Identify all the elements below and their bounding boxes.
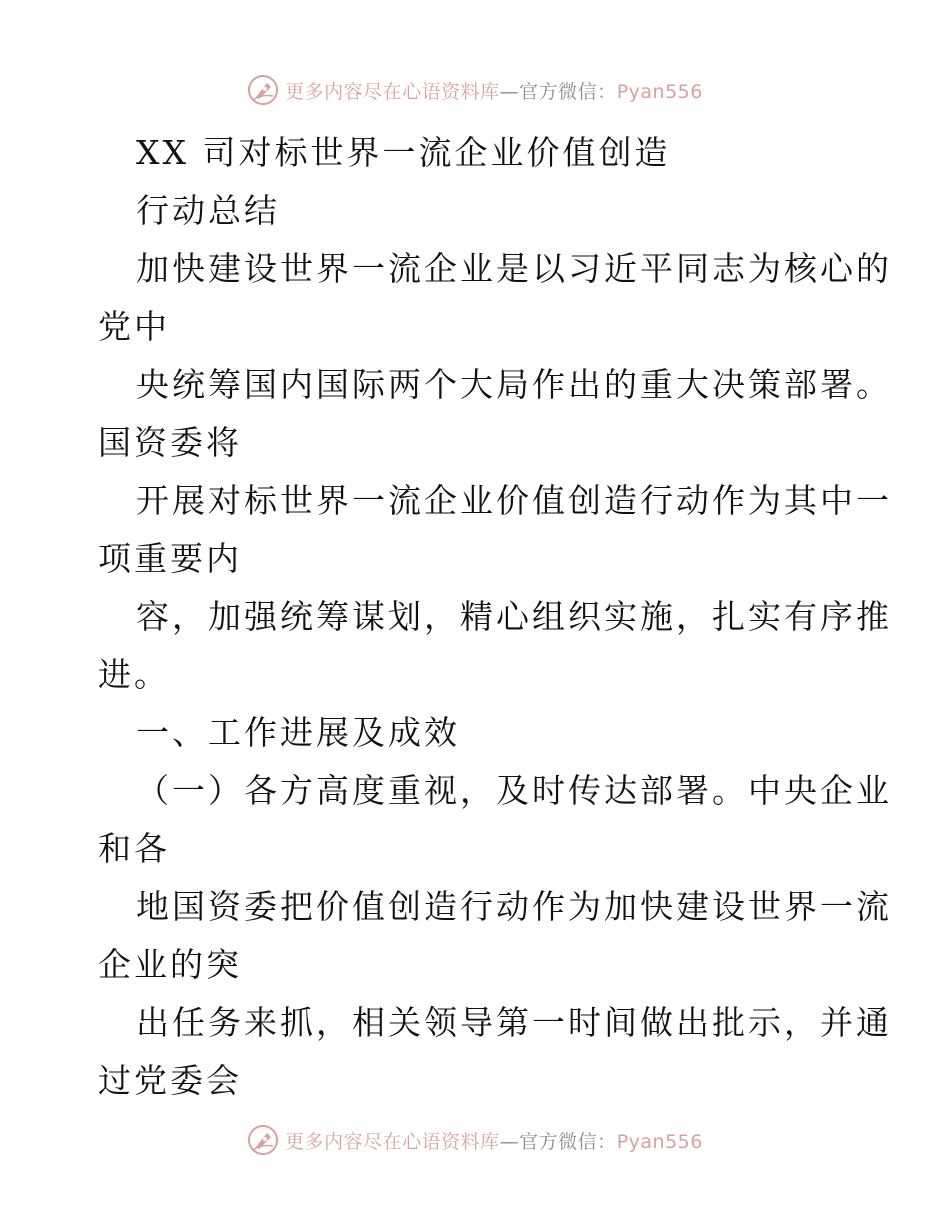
pen-nib-icon — [247, 1124, 279, 1156]
doc-line: 过党委会 — [98, 1061, 242, 1100]
watermark-banner-bottom — [0, 1120, 950, 1160]
doc-line: 容，加强统筹谋划，精心组织实施，扎实有序推 — [136, 597, 892, 636]
doc-line: 和各 — [98, 829, 170, 868]
watermark-brand: 更多内容尽在心语资料库 — [285, 80, 500, 103]
watermark-text — [285, 1127, 703, 1154]
doc-line: 党中 — [98, 307, 170, 346]
watermark-separator: — — [499, 80, 520, 103]
doc-line: 项重要内 — [98, 539, 242, 578]
pen-nib-icon — [247, 74, 279, 106]
doc-line: 企业的突 — [98, 945, 242, 984]
doc-line: （一）各方高度重视，及时传达部署。中央企业 — [136, 771, 892, 810]
doc-line: 开展对标世界一流企业价值创造行动作为其中一 — [136, 481, 892, 520]
document-body — [98, 124, 892, 1110]
doc-title-line-2: 行动总结 — [136, 191, 280, 230]
doc-line: 国资委将 — [98, 423, 242, 462]
watermark-handle: Pyan556 — [616, 80, 703, 103]
doc-line: 加快建设世界一流企业是以习近平同志为核心的 — [136, 249, 892, 288]
doc-title-line-1: XX 司对标世界一流企业价值创造 — [136, 133, 671, 172]
watermark-official-label: 官方微信： — [519, 1130, 617, 1153]
watermark-brand: 更多内容尽在心语资料库 — [285, 1130, 500, 1153]
doc-line: 进。 — [98, 655, 170, 694]
watermark-handle: Pyan556 — [616, 1130, 703, 1153]
doc-line: 地国资委把价值创造行动作为加快建设世界一流 — [136, 887, 892, 926]
watermark-official-label: 官方微信： — [519, 80, 617, 103]
doc-line: 央统筹国内国际两个大局作出的重大决策部署。 — [136, 365, 892, 404]
watermark-text — [285, 77, 703, 104]
watermark-banner-top — [0, 70, 950, 110]
doc-line: 出任务来抓，相关领导第一时间做出批示，并通 — [136, 1003, 892, 1042]
section-heading: 一、工作进展及成效 — [136, 713, 460, 752]
watermark-separator: — — [499, 1130, 520, 1153]
